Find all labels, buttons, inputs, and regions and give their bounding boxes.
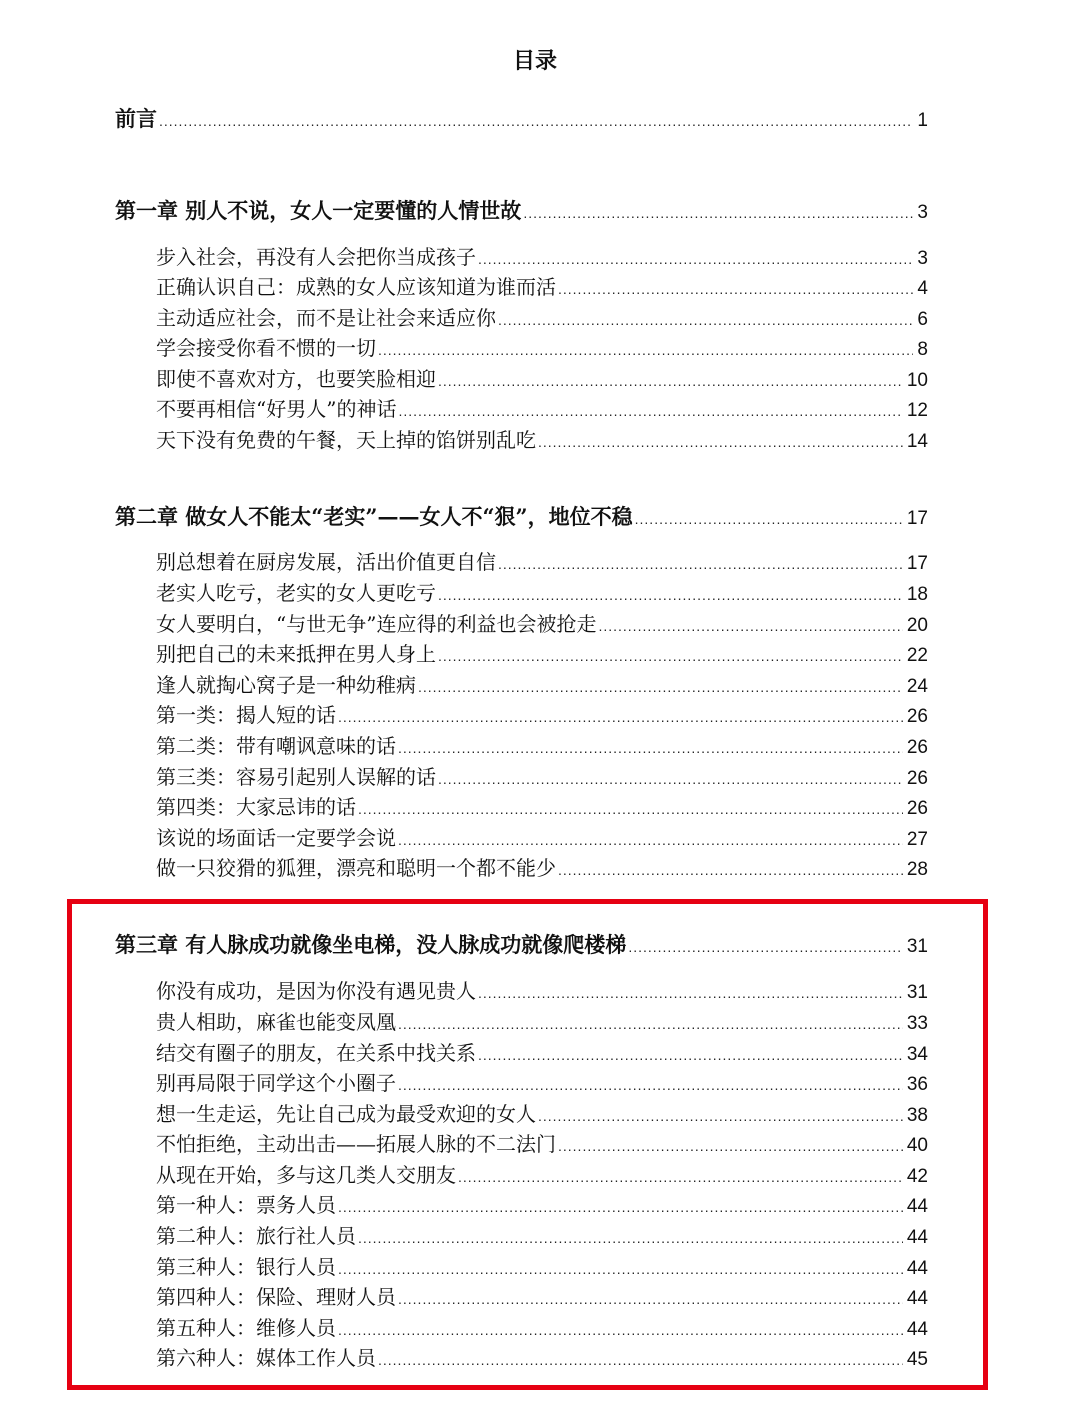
toc-entry-title: 第三种人：银行人员 bbox=[156, 1255, 336, 1279]
toc-section-entry[interactable] bbox=[156, 1252, 928, 1282]
toc-section-entry[interactable] bbox=[156, 364, 928, 394]
toc-section-entry[interactable] bbox=[156, 609, 928, 639]
toc-entry-title: 前言 bbox=[115, 106, 157, 131]
toc-entry-title: 别再局限于同学这个小圈子 bbox=[156, 1071, 396, 1095]
toc-entry-title: 结交有圈子的朋友，在关系中找关系 bbox=[156, 1041, 476, 1065]
toc-entry-title: 第三章 有人脉成功就像坐电梯，没人脉成功就像爬楼梯 bbox=[115, 932, 627, 957]
dot-leader bbox=[558, 274, 913, 304]
toc-page-number: 44 bbox=[906, 1196, 928, 1217]
toc-entry-title: 不要再相信“好男人”的神话 bbox=[156, 397, 397, 421]
toc-entry-title: 正确认识自己：成熟的女人应该知道为谁而活 bbox=[156, 275, 556, 299]
toc-section-entry[interactable] bbox=[156, 547, 928, 577]
toc-section-entry[interactable] bbox=[156, 333, 928, 363]
toc-entry-title: 第六种人：媒体工作人员 bbox=[156, 1346, 376, 1370]
toc-page-number: 44 bbox=[906, 1288, 928, 1309]
toc-section-entry[interactable] bbox=[156, 823, 928, 853]
toc-section-entry[interactable] bbox=[156, 1282, 928, 1312]
toc-page-number: 6 bbox=[917, 309, 928, 330]
toc-entry-title: 别把自己的未来抵押在男人身上 bbox=[156, 642, 436, 666]
toc-page-number: 44 bbox=[906, 1258, 928, 1279]
toc-entry-title: 逢人就掏心窝子是一种幼稚病 bbox=[156, 673, 416, 697]
dot-leader bbox=[498, 549, 903, 579]
toc-section-entry[interactable] bbox=[156, 1099, 928, 1129]
toc-section-entry[interactable] bbox=[156, 425, 928, 455]
dot-leader bbox=[378, 1345, 903, 1375]
toc-section-entry[interactable] bbox=[156, 1160, 928, 1190]
toc-entry-title: 老实人吃亏，老实的女人更吃亏 bbox=[156, 581, 436, 605]
toc-entry-title: 学会接受你看不惯的一切 bbox=[156, 336, 376, 360]
dot-leader bbox=[398, 1009, 903, 1039]
dot-leader bbox=[418, 672, 903, 702]
toc-page-number: 26 bbox=[906, 768, 928, 789]
toc-entry-title: 该说的场面话一定要学会说 bbox=[156, 826, 396, 850]
toc-section-entry[interactable] bbox=[156, 578, 928, 608]
dot-leader bbox=[338, 702, 903, 732]
toc-section-entry[interactable] bbox=[156, 976, 928, 1006]
toc-entry-title: 第一章 别人不说，女人一定要懂的人情世故 bbox=[115, 198, 522, 223]
toc-entry-title: 第二种人：旅行社人员 bbox=[156, 1224, 356, 1248]
toc-section-entry[interactable] bbox=[156, 1343, 928, 1373]
dot-leader bbox=[628, 932, 903, 962]
dot-leader bbox=[398, 825, 903, 855]
dot-leader bbox=[635, 504, 903, 534]
dot-leader bbox=[538, 427, 903, 457]
toc-page-number: 8 bbox=[917, 339, 928, 360]
toc-entry-title: 想一生走运，先让自己成为最受欢迎的女人 bbox=[156, 1102, 536, 1126]
toc-entry-title: 贵人相助，麻雀也能变凤凰 bbox=[156, 1010, 396, 1034]
toc-chapter-entry[interactable] bbox=[115, 930, 928, 960]
dot-leader bbox=[498, 305, 913, 335]
toc-page-number: 45 bbox=[906, 1349, 928, 1370]
dot-leader bbox=[378, 335, 913, 365]
toc-section-entry[interactable] bbox=[156, 1129, 928, 1159]
toc-section-entry[interactable] bbox=[156, 1190, 928, 1220]
toc-page-number: 14 bbox=[906, 431, 928, 452]
toc-page-number: 27 bbox=[906, 829, 928, 850]
toc-page-number: 10 bbox=[906, 370, 928, 391]
toc-page-number: 17 bbox=[906, 553, 928, 574]
toc-chapter-entry[interactable] bbox=[115, 104, 928, 134]
toc-section-entry[interactable] bbox=[156, 853, 928, 883]
dot-leader bbox=[398, 396, 902, 426]
toc-entry-title: 别总想着在厨房发展，活出价值更自信 bbox=[156, 550, 496, 574]
toc-entry-title: 你没有成功，是因为你没有遇见贵人 bbox=[156, 979, 476, 1003]
dot-leader bbox=[438, 641, 903, 671]
toc-page-number: 22 bbox=[906, 645, 928, 666]
toc-page-number: 28 bbox=[906, 859, 928, 880]
toc-section-entry[interactable] bbox=[156, 303, 928, 333]
dot-leader bbox=[338, 1254, 903, 1284]
toc-page-number: 38 bbox=[906, 1105, 928, 1126]
toc-entry-title: 第四类：大家忌讳的话 bbox=[156, 795, 356, 819]
toc-page-number: 1 bbox=[917, 110, 928, 131]
toc-entry-title: 从现在开始，多与这几类人交朋友 bbox=[156, 1163, 456, 1187]
toc-section-entry[interactable] bbox=[156, 670, 928, 700]
dot-leader bbox=[478, 244, 913, 274]
dot-leader bbox=[398, 1070, 903, 1100]
page-title: 目录 bbox=[512, 48, 557, 74]
toc-entry-title: 做一只狡猾的狐狸，漂亮和聪明一个都不能少 bbox=[156, 856, 556, 880]
toc-page-number: 34 bbox=[906, 1044, 928, 1065]
toc-page-number: 31 bbox=[906, 982, 928, 1003]
toc-entry-title: 第四种人：保险、理财人员 bbox=[156, 1285, 396, 1309]
toc-page-number: 20 bbox=[906, 615, 928, 636]
toc-page-number: 24 bbox=[906, 676, 928, 697]
dot-leader bbox=[398, 1284, 903, 1314]
toc-chapter-entry[interactable] bbox=[115, 502, 928, 532]
toc-page-number: 36 bbox=[906, 1074, 928, 1095]
toc-entry-title: 不怕拒绝，主动出击——拓展人脉的不二法门 bbox=[156, 1132, 556, 1156]
toc-entry-title: 第五种人：维修人员 bbox=[156, 1316, 336, 1340]
toc-page-number: 40 bbox=[906, 1135, 928, 1156]
dot-leader bbox=[358, 794, 903, 824]
toc-chapter-entry[interactable] bbox=[115, 196, 928, 226]
toc-entry-title: 第二类：带有嘲讽意味的话 bbox=[156, 734, 396, 758]
dot-leader bbox=[558, 855, 903, 885]
dot-leader bbox=[438, 366, 903, 396]
dot-leader bbox=[538, 1101, 903, 1131]
dot-leader bbox=[523, 198, 913, 228]
toc-page-number: 42 bbox=[906, 1166, 928, 1187]
dot-leader bbox=[558, 1131, 903, 1161]
toc-page-number: 12 bbox=[906, 400, 928, 421]
toc-entry-title: 即使不喜欢对方，也要笑脸相迎 bbox=[156, 367, 436, 391]
toc-page-number: 4 bbox=[917, 278, 928, 299]
dot-leader bbox=[398, 733, 903, 763]
toc-section-entry[interactable] bbox=[156, 1007, 928, 1037]
toc-entry-title: 第一种人：票务人员 bbox=[156, 1193, 336, 1217]
dot-leader bbox=[458, 1162, 903, 1192]
toc-section-entry[interactable] bbox=[156, 242, 928, 272]
toc-page-number: 26 bbox=[906, 706, 928, 727]
dot-leader bbox=[338, 1315, 903, 1345]
toc-section-entry[interactable] bbox=[156, 1038, 928, 1068]
toc-page-number: 3 bbox=[917, 248, 928, 269]
toc-section-entry[interactable] bbox=[156, 731, 928, 761]
toc-section-entry[interactable] bbox=[156, 700, 928, 730]
toc-page-number: 44 bbox=[906, 1319, 928, 1340]
toc-entry-title: 天下没有免费的午餐，天上掉的馅饼别乱吃 bbox=[156, 428, 536, 452]
toc-entry-title: 第一类：揭人短的话 bbox=[156, 703, 336, 727]
toc-page-number: 33 bbox=[906, 1013, 928, 1034]
toc-section-entry[interactable] bbox=[156, 1221, 928, 1251]
toc-section-entry[interactable] bbox=[156, 1313, 928, 1343]
toc-section-entry[interactable] bbox=[156, 1068, 928, 1098]
dot-leader bbox=[338, 1192, 903, 1222]
dot-leader bbox=[478, 978, 903, 1008]
toc-page-number: 18 bbox=[906, 584, 928, 605]
toc-entry-title: 主动适应社会，而不是让社会来适应你 bbox=[156, 306, 496, 330]
toc-entry-title: 第二章 做女人不能太“老实”——女人不“狠”，地位不稳 bbox=[115, 504, 633, 529]
toc-page-number: 44 bbox=[906, 1227, 928, 1248]
toc-page-number: 26 bbox=[906, 737, 928, 758]
toc-entry-title: 女人要明白，“与世无争”连应得的利益也会被抢走 bbox=[156, 612, 597, 636]
toc-section-entry[interactable] bbox=[156, 272, 928, 302]
dot-leader bbox=[358, 1223, 903, 1253]
dot-leader bbox=[598, 611, 902, 641]
toc-page-number: 3 bbox=[917, 202, 928, 223]
toc-entry-title: 第三类：容易引起别人误解的话 bbox=[156, 765, 436, 789]
toc-page-number: 31 bbox=[906, 936, 928, 957]
toc-page-number: 17 bbox=[906, 508, 928, 529]
dot-leader bbox=[478, 1040, 903, 1070]
toc-section-entry[interactable] bbox=[156, 762, 928, 792]
dot-leader bbox=[438, 764, 903, 794]
toc-section-entry[interactable] bbox=[156, 639, 928, 669]
toc-section-entry[interactable] bbox=[156, 792, 928, 822]
toc-page-number: 26 bbox=[906, 798, 928, 819]
toc-entry-title: 步入社会，再没有人会把你当成孩子 bbox=[156, 245, 476, 269]
toc-section-entry[interactable] bbox=[156, 394, 928, 424]
dot-leader bbox=[438, 580, 903, 610]
dot-leader bbox=[159, 106, 913, 136]
